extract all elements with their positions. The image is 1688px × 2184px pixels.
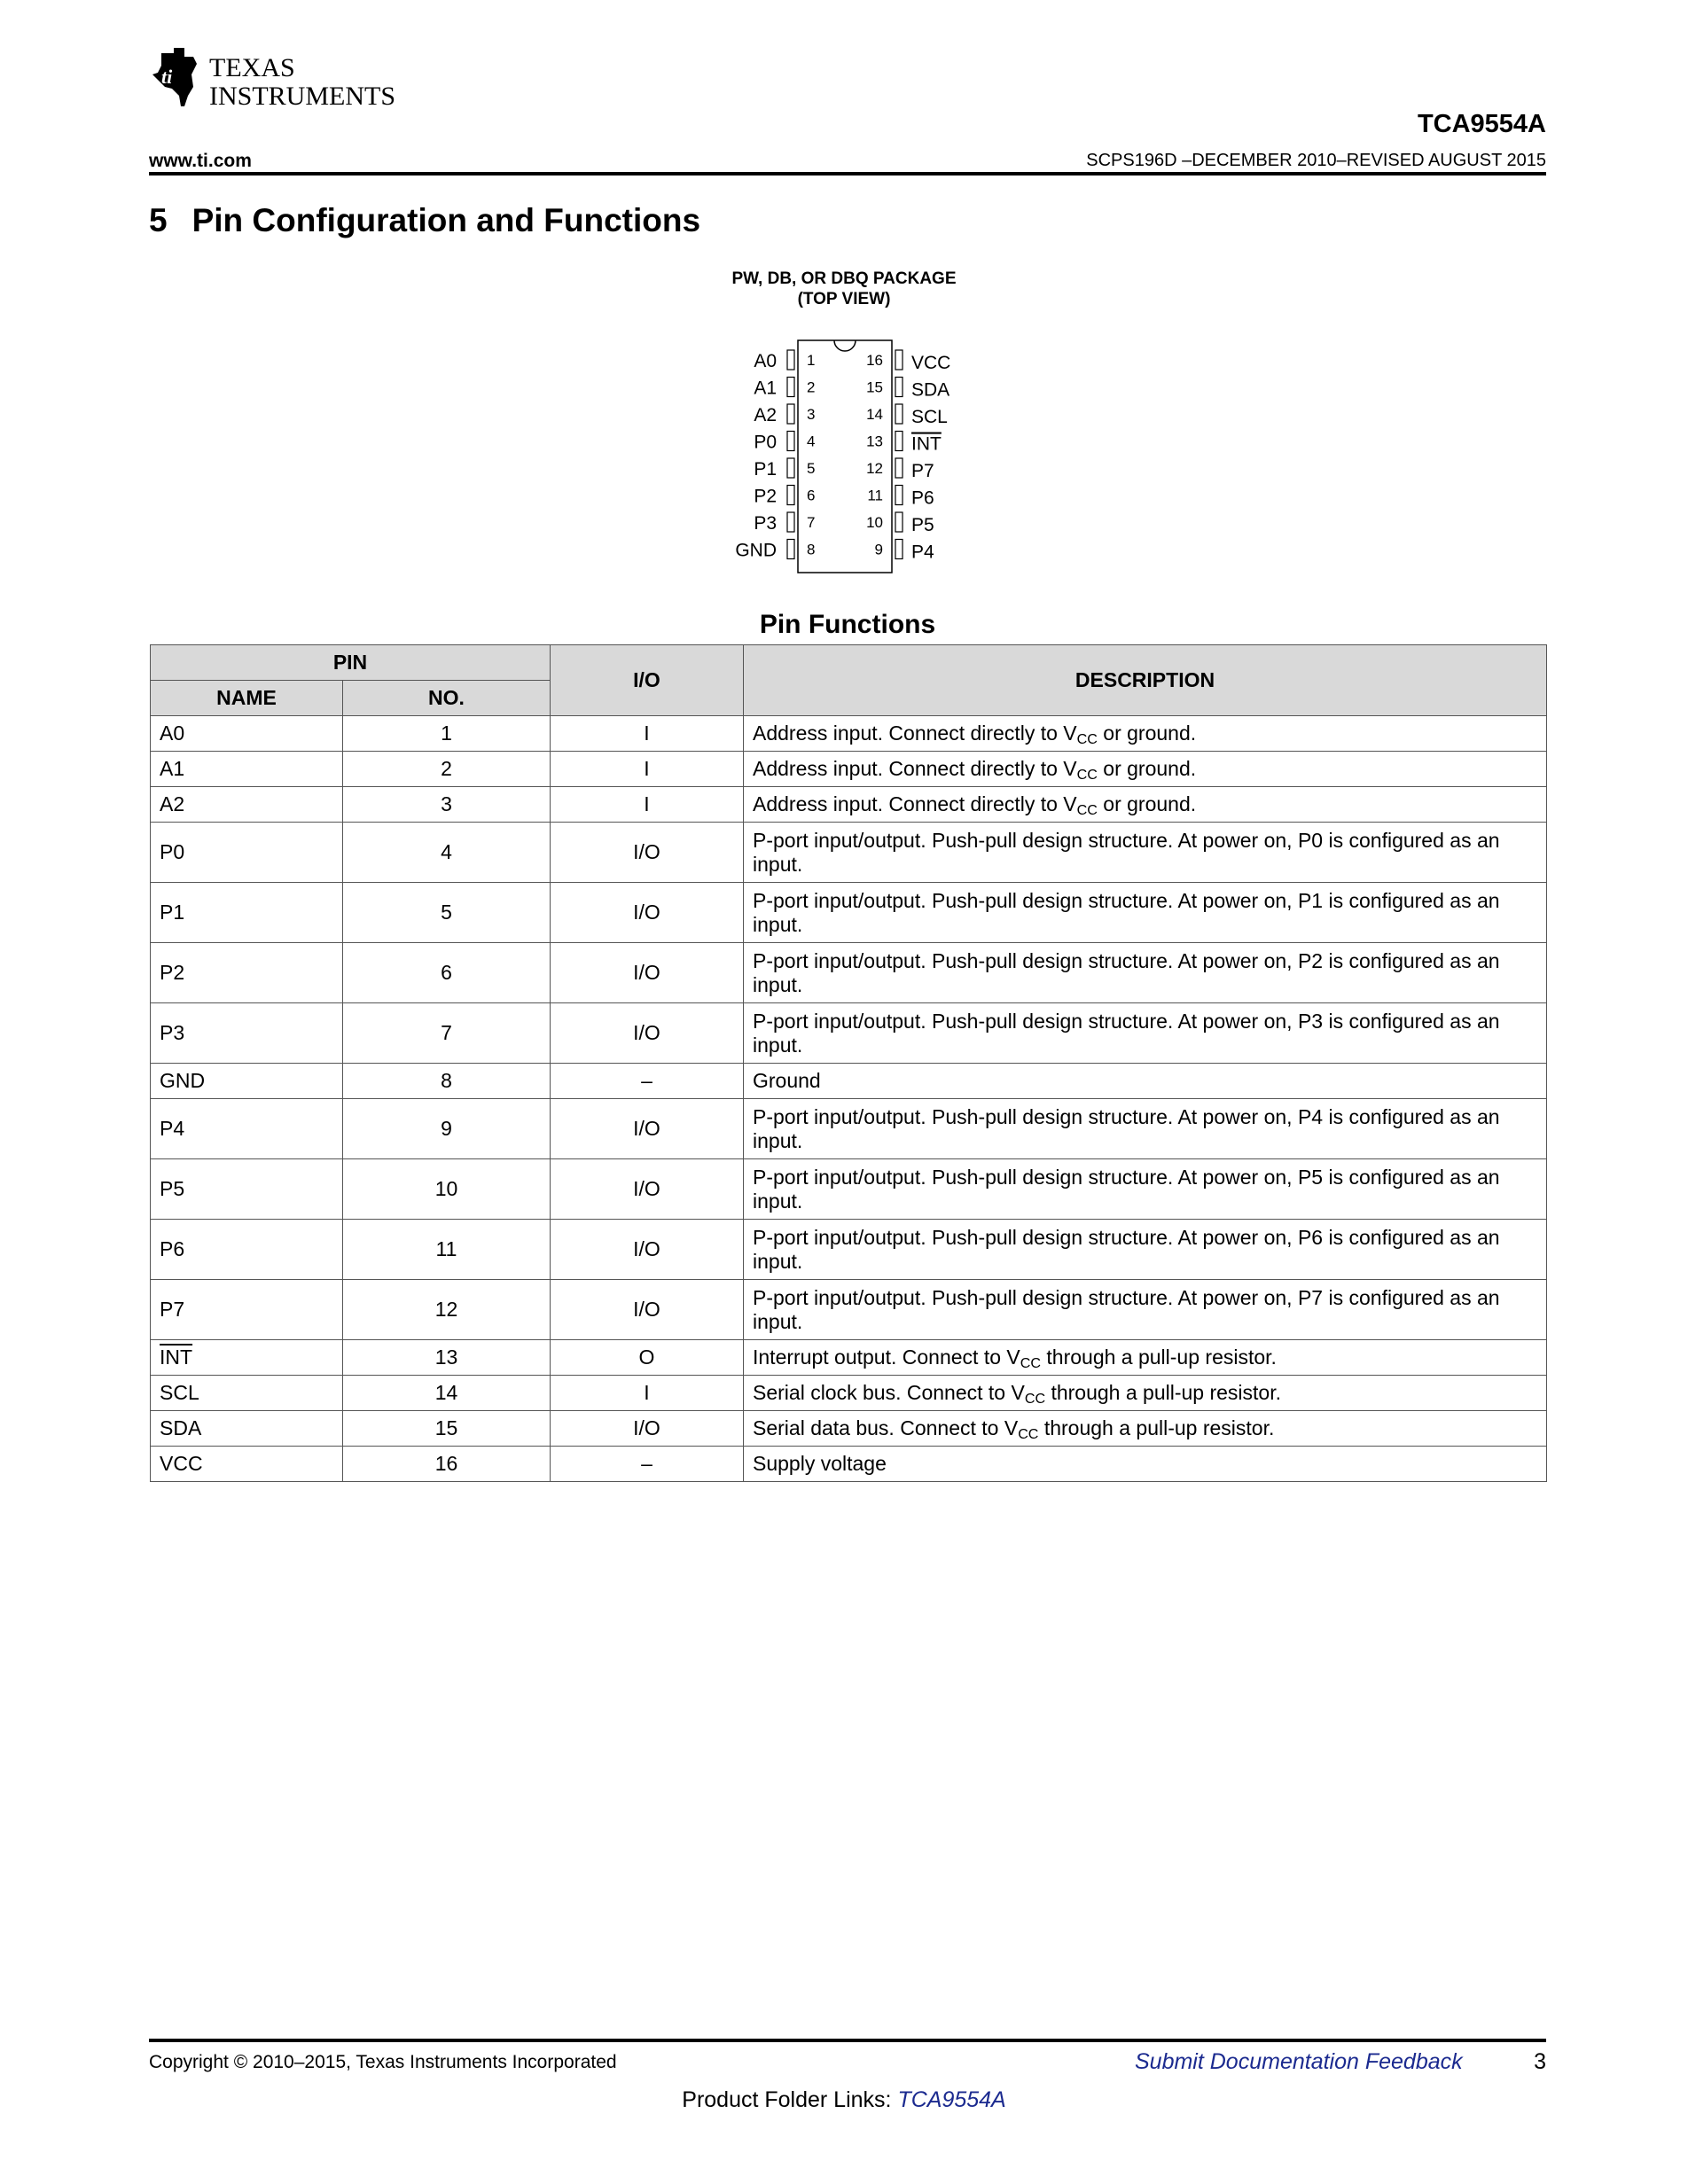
feedback-link[interactable]: Submit Documentation Feedback <box>1135 2049 1463 2074</box>
cell-io: – <box>551 1064 744 1099</box>
pin-number: 6 <box>807 487 816 504</box>
pin-lead <box>787 458 794 478</box>
cell-no: 2 <box>343 752 551 787</box>
svg-text:ti: ti <box>161 66 173 88</box>
pin-number: 7 <box>807 514 816 531</box>
cell-name: P5 <box>151 1159 343 1220</box>
table-row <box>151 787 1547 823</box>
pin-lead <box>895 458 903 478</box>
cell-name: $\overline{INT}$ <box>151 1340 343 1376</box>
table-row <box>151 716 1547 752</box>
product-folder-links <box>0 2087 1688 2113</box>
desc-text-end: through a pull-up resistor. <box>1038 1416 1275 1439</box>
table-row <box>151 1447 1547 1482</box>
pin-lead <box>787 378 794 397</box>
pin-label: INT <box>911 433 942 455</box>
cell-io: I/O <box>551 1099 744 1159</box>
pin-number: 15 <box>866 378 883 396</box>
pin-number: 11 <box>867 487 883 504</box>
folder-link[interactable]: TCA9554A <box>897 2087 1006 2112</box>
cell-no: 1 <box>343 716 551 752</box>
cell-io: I/O <box>551 823 744 883</box>
header-name: NAME <box>151 681 343 716</box>
cell-io: I/O <box>551 883 744 943</box>
copyright: Copyright © 2010–2015, Texas Instruments Incorporated <box>149 2052 617 2072</box>
pin-number: 12 <box>866 460 883 477</box>
cell-no: 9 <box>343 1099 551 1159</box>
pin-number: 16 <box>866 352 883 369</box>
desc-text: Interrupt output. Connect to V <box>753 1346 1020 1369</box>
pin-label: P6 <box>911 488 934 509</box>
cell-name: GND <box>151 1064 343 1099</box>
pin-lead <box>895 512 903 532</box>
pin-label: P3 <box>754 513 777 534</box>
desc-text-end: or ground. <box>1097 792 1197 815</box>
cell-name: VCC <box>151 1447 343 1482</box>
pin-lead <box>895 350 903 370</box>
cell-no: 6 <box>343 943 551 1003</box>
table-row <box>151 1376 1547 1411</box>
desc-text-end: through a pull-up resistor. <box>1041 1346 1277 1369</box>
logo-line2: INSTRUMENTS <box>209 82 396 110</box>
pin-lead <box>787 350 794 370</box>
website: www.ti.com <box>149 151 252 171</box>
cell-name: P7 <box>151 1280 343 1340</box>
desc-subscript: CC <box>1020 1355 1041 1371</box>
page-number: 3 <box>1534 2049 1546 2074</box>
cell-description: P-port input/output. Push-pull design structure. At power on, P5 is configured as an input. <box>744 1159 1547 1220</box>
cell-no: 4 <box>343 823 551 883</box>
desc-text: Serial clock bus. Connect to V <box>753 1381 1025 1404</box>
cell-io: I <box>551 1376 744 1411</box>
cell-no: 5 <box>343 883 551 943</box>
desc-subscript: CC <box>1076 767 1098 783</box>
cell-io: I/O <box>551 1280 744 1340</box>
doc-title: TCA9554A <box>1417 110 1546 138</box>
pin-lead <box>787 432 794 451</box>
header-rule <box>149 172 1546 176</box>
folder-label: Product Folder Links: <box>682 2087 898 2112</box>
section-number: 5 <box>149 202 168 238</box>
cell-io: I <box>551 787 744 823</box>
pin-number: 9 <box>874 541 883 558</box>
cell-description: Supply voltage <box>744 1447 1547 1482</box>
pin-label: P4 <box>911 542 934 563</box>
cell-description <box>744 1340 1547 1376</box>
table-row <box>151 1220 1547 1280</box>
pin-number: 1 <box>807 352 816 369</box>
pin-label: GND <box>735 540 777 561</box>
cell-io: O <box>551 1340 744 1376</box>
pin-lead <box>895 486 903 505</box>
pin-number: 14 <box>866 406 883 423</box>
pin-lead <box>787 486 794 505</box>
pin-label: P5 <box>911 515 934 535</box>
pin-label: P0 <box>754 432 777 453</box>
cell-description <box>744 716 1547 752</box>
cell-no: 3 <box>343 787 551 823</box>
package-body <box>798 340 892 573</box>
pin-label: P1 <box>754 459 777 480</box>
cell-name: A2 <box>151 787 343 823</box>
cell-name: P0 <box>151 823 343 883</box>
section-title <box>149 202 700 239</box>
table-row <box>151 823 1547 883</box>
desc-text: Address input. Connect directly to V <box>753 722 1077 745</box>
cell-no: 14 <box>343 1376 551 1411</box>
desc-subscript: CC <box>1018 1426 1039 1442</box>
cell-name: SCL <box>151 1376 343 1411</box>
pin-label: VCC <box>911 353 951 373</box>
cell-no: 10 <box>343 1159 551 1220</box>
desc-text: Address input. Connect directly to V <box>753 792 1077 815</box>
cell-description: P-port input/output. Push-pull design structure. At power on, P0 is configured as an input. <box>744 823 1547 883</box>
pin-number: 13 <box>866 433 883 450</box>
pin-label: P7 <box>911 461 934 481</box>
pin-number: 10 <box>866 514 883 531</box>
cell-io: I/O <box>551 1220 744 1280</box>
cell-name: P4 <box>151 1099 343 1159</box>
pin-lead <box>787 404 794 424</box>
table-row <box>151 943 1547 1003</box>
cell-no: 12 <box>343 1280 551 1340</box>
cell-no: 8 <box>343 1064 551 1099</box>
pin-label: A0 <box>754 351 777 371</box>
cell-no: 11 <box>343 1220 551 1280</box>
table-row <box>151 883 1547 943</box>
header-description: DESCRIPTION <box>744 645 1547 716</box>
cell-name: SDA <box>151 1411 343 1447</box>
cell-io: I/O <box>551 1159 744 1220</box>
table-row <box>151 752 1547 787</box>
pin-label: A2 <box>754 405 777 425</box>
cell-description: P-port input/output. Push-pull design structure. At power on, P6 is configured as an input. <box>744 1220 1547 1280</box>
table-row <box>151 1099 1547 1159</box>
cell-description <box>744 1376 1547 1411</box>
package-title-line1: PW, DB, OR DBQ PACKAGE <box>731 269 957 288</box>
cell-no: 13 <box>343 1340 551 1376</box>
header-pin: PIN <box>151 645 551 681</box>
pin-number: 8 <box>807 541 816 558</box>
pin-functions-title: Pin Functions <box>759 610 936 639</box>
logo-line1: TEXAS <box>209 53 295 82</box>
pin-functions-table <box>150 644 1547 1482</box>
cell-name: P1 <box>151 883 343 943</box>
header-no: NO. <box>343 681 551 716</box>
cell-name: A0 <box>151 716 343 752</box>
pin-lead <box>895 432 903 451</box>
cell-no: 7 <box>343 1003 551 1064</box>
pin-lead <box>787 512 794 532</box>
table-row <box>151 1064 1547 1099</box>
pin-lead <box>895 404 903 424</box>
desc-subscript: CC <box>1024 1391 1046 1407</box>
pin-label: A1 <box>754 378 777 399</box>
footer-rule <box>149 2039 1546 2042</box>
pin-number: 2 <box>807 378 816 396</box>
table-row <box>151 1340 1547 1376</box>
cell-description: P-port input/output. Push-pull design structure. At power on, P3 is configured as an input. <box>744 1003 1547 1064</box>
cell-io: I <box>551 716 744 752</box>
pin-number: 3 <box>807 406 816 423</box>
pin-label: SCL <box>911 407 948 427</box>
desc-text: Serial data bus. Connect to V <box>753 1416 1019 1439</box>
table-row <box>151 1280 1547 1340</box>
desc-text-end: or ground. <box>1097 722 1197 745</box>
pin-label: SDA <box>911 379 950 401</box>
cell-description: P-port input/output. Push-pull design structure. At power on, P2 is configured as an input. <box>744 943 1547 1003</box>
cell-description: Ground <box>744 1064 1547 1099</box>
desc-subscript: CC <box>1076 731 1098 747</box>
doc-id: SCPS196D –DECEMBER 2010–REVISED AUGUST 2015 <box>1086 151 1546 170</box>
pin-label: P2 <box>754 486 777 507</box>
desc-text: Address input. Connect directly to V <box>753 757 1077 780</box>
cell-no: 15 <box>343 1411 551 1447</box>
pin-number: 5 <box>807 460 816 477</box>
section-title-text: Pin Configuration and Functions <box>191 202 701 238</box>
cell-io: I/O <box>551 1411 744 1447</box>
pin-number: 4 <box>807 433 816 450</box>
cell-name: P6 <box>151 1220 343 1280</box>
ti-logo <box>149 48 415 110</box>
package-diagram <box>692 335 993 579</box>
cell-description: P-port input/output. Push-pull design structure. At power on, P7 is configured as an input. <box>744 1280 1547 1340</box>
cell-io: I/O <box>551 943 744 1003</box>
package-title-line2: (TOP VIEW) <box>797 290 891 308</box>
ti-logo-icon <box>152 48 197 106</box>
cell-description <box>744 1411 1547 1447</box>
pin-lead <box>787 540 794 559</box>
package-title <box>667 269 1021 309</box>
cell-io: – <box>551 1447 744 1482</box>
cell-name: P2 <box>151 943 343 1003</box>
cell-io: I <box>551 752 744 787</box>
table-row <box>151 1159 1547 1220</box>
cell-description <box>744 787 1547 823</box>
table-row <box>151 1411 1547 1447</box>
pin-lead <box>895 540 903 559</box>
table-row <box>151 1003 1547 1064</box>
cell-name: A1 <box>151 752 343 787</box>
cell-io: I/O <box>551 1003 744 1064</box>
pin-lead <box>895 378 903 397</box>
desc-text-end: through a pull-up resistor. <box>1045 1381 1282 1404</box>
header-io: I/O <box>551 645 744 716</box>
cell-name: P3 <box>151 1003 343 1064</box>
cell-description <box>744 752 1547 787</box>
cell-description: P-port input/output. Push-pull design structure. At power on, P4 is configured as an input. <box>744 1099 1547 1159</box>
desc-text-end: or ground. <box>1097 757 1197 780</box>
desc-subscript: CC <box>1076 802 1098 818</box>
cell-description: P-port input/output. Push-pull design structure. At power on, P1 is configured as an input. <box>744 883 1547 943</box>
cell-no: 16 <box>343 1447 551 1482</box>
